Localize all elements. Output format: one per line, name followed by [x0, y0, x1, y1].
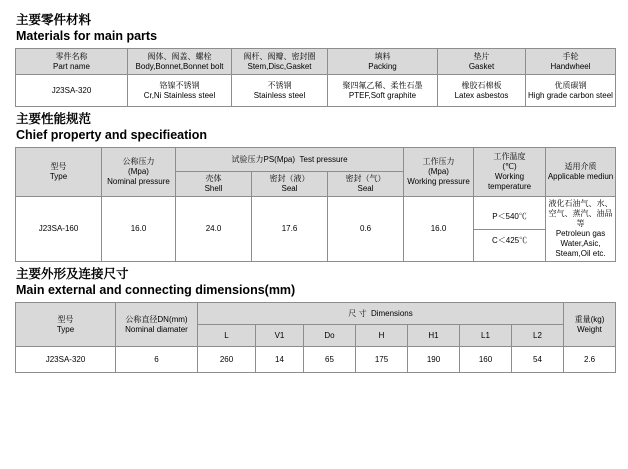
table-row: [16, 75, 616, 107]
cell-body-material: 铬镍不锈钢 Cr,Ni Stainless steel: [128, 75, 232, 107]
section-2-title-en: Chief property and specifieation: [16, 128, 208, 142]
section-3-title-cn: 主要外形及连接尺寸: [16, 267, 129, 281]
column-header-type: 型号 Type: [16, 303, 116, 347]
dimensions-table: [15, 302, 616, 373]
column-header-dim-h1: H1: [408, 325, 460, 347]
column-header-applicable-medium: 适用介质 Applicable mediun: [546, 148, 616, 197]
table-header-row: [16, 49, 616, 75]
section-main-external-dimensions: [14, 266, 614, 373]
cell-type: J23SA-160: [16, 197, 102, 262]
cell-seal-liquid-pressure: 17.6: [252, 197, 328, 262]
table-header-row-1: [16, 303, 616, 325]
cell-handwheel-material: 优质碳钢 High grade carbon steel: [526, 75, 616, 107]
cell-part-type: J23SA-320: [16, 75, 128, 107]
cell-seal-gas-pressure: 0.6: [328, 197, 404, 262]
table-row: [16, 197, 616, 262]
section-1-title-cn: 主要零件材料: [16, 13, 92, 27]
column-header-part-name: 零件名称 Part name: [16, 49, 128, 75]
column-header-working-temperature: 工作温度 (℃) Working temperature: [474, 148, 546, 197]
column-header-seal-gas: 密封（气） Seal: [328, 172, 404, 197]
column-header-handwheel: 手轮 Handwheel: [526, 49, 616, 75]
cell-dim-do: 65: [304, 347, 356, 373]
column-header-dim-l2: L2: [512, 325, 564, 347]
section-3-title-en: Main external and connecting dimensions(mm): [16, 283, 296, 297]
cell-dim-l: 260: [198, 347, 256, 373]
section-materials-for-main-parts: [14, 12, 614, 107]
cell-packing-material: 聚四氟乙稀、柔性石墨 PTEF,Soft graphite: [328, 75, 438, 107]
table-row: [16, 347, 616, 373]
column-header-dim-v1: V1: [256, 325, 304, 347]
column-header-dim-l: L: [198, 325, 256, 347]
column-header-dim-h: H: [356, 325, 408, 347]
column-header-gasket: 垫片 Gasket: [438, 49, 526, 75]
section-2-title-cn: 主要性能规范: [16, 112, 92, 126]
cell-working-pressure: 16.0: [404, 197, 474, 262]
cell-applicable-medium: 液化石油气、水、空气、蒸汽、油品等 Petroleun gas Water,Asic, Steam,Oil etc.: [546, 197, 616, 262]
cell-dim-l2: 54: [512, 347, 564, 373]
cell-shell-pressure: 24.0: [176, 197, 252, 262]
cell-gasket-material: 橡胶石棉板 Latex asbestos: [438, 75, 526, 107]
cell-dim-h: 175: [356, 347, 408, 373]
cell-dim-v1: 14: [256, 347, 304, 373]
column-header-packing: 填料 Packing: [328, 49, 438, 75]
column-header-dim-l1: L1: [460, 325, 512, 347]
materials-table: [15, 48, 616, 107]
cell-type: J23SA-320: [16, 347, 116, 373]
column-header-dimensions-group: 尺 寸 Dimensions: [198, 303, 564, 325]
column-header-nominal-pressure: 公称压力 (Mpa) Nominal pressure: [102, 148, 176, 197]
section-1-title-en: Materials for main parts: [16, 29, 158, 43]
cell-working-temperature: P＜540℃ C＜425℃: [474, 197, 546, 262]
column-header-dim-do: Do: [304, 325, 356, 347]
cell-nominal-pressure: 16.0: [102, 197, 176, 262]
column-header-working-pressure: 工作压力 (Mpa) Working pressure: [404, 148, 474, 197]
column-header-type: 型号 Type: [16, 148, 102, 197]
column-header-stem-disc-gasket: 阀杆、阀瓣、密封圈 Stem,Disc,Gasket: [232, 49, 328, 75]
cell-weight: 2.6: [564, 347, 616, 373]
table-header-row-1: [16, 148, 616, 172]
column-header-shell: 壳体 Shell: [176, 172, 252, 197]
column-header-nominal-diameter: 公称直径DN(mm) Nominal diamater: [116, 303, 198, 347]
cell-dim-h1: 190: [408, 347, 460, 373]
cell-stem-material: 不锈钢 Stainless steel: [232, 75, 328, 107]
cell-dim-l1: 160: [460, 347, 512, 373]
column-header-weight: 重量(kg) Weight: [564, 303, 616, 347]
column-header-test-pressure-group: 试验压力PS(Mpa) Test pressure: [176, 148, 404, 172]
cell-nominal-diameter: 6: [116, 347, 198, 373]
property-table: [15, 147, 616, 262]
column-header-body-bonnet-bolt: 阀体、阀盖、螺栓 Body,Bonnet,Bonnet bolt: [128, 49, 232, 75]
section-chief-property: [14, 111, 614, 262]
column-header-seal-liquid: 密封（液） Seal: [252, 172, 328, 197]
